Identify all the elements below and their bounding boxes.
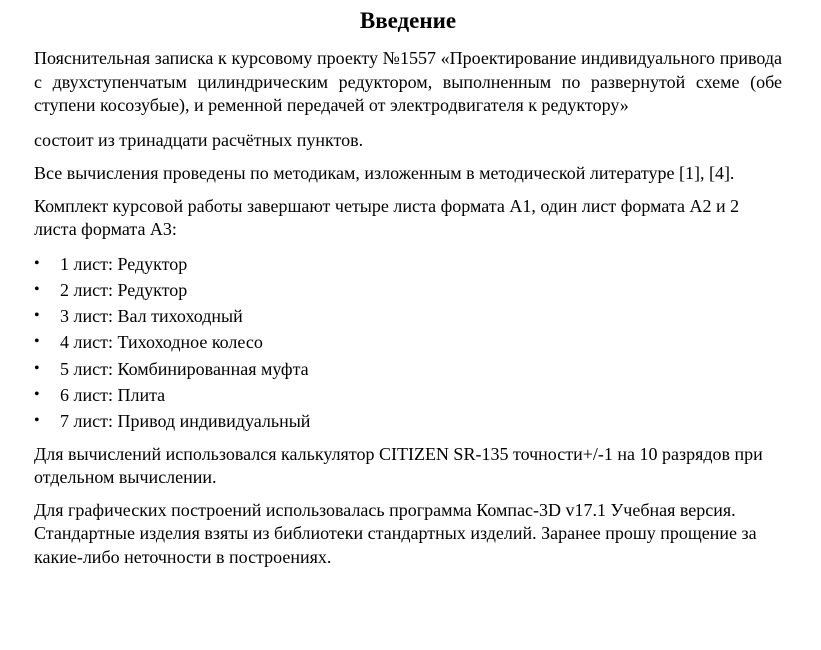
bullet-icon: • <box>34 333 40 351</box>
bullet-icon: • <box>34 359 40 377</box>
list-item-label: 7 лист: Привод индивидуальный <box>60 411 311 432</box>
list-item-label: 6 лист: Плита <box>60 384 166 405</box>
list-item <box>34 408 782 434</box>
list-item <box>34 251 782 277</box>
sheets-list <box>34 251 782 435</box>
list-item <box>34 277 782 303</box>
bullet-icon: • <box>34 412 40 430</box>
calculator-paragraph: Для вычислений использовался калькулятор CITIZEN SR-135 точности+/-1 на 10 разрядов при отдельном вычислении. <box>34 443 763 488</box>
intro-paragraph: Пояснительная записка к курсовому проекту №1557 «Проектирование индивидуального привода с двухступенчатым цилиндрическим редуктором, выполненным по развернутой схеме (обе ступени косозубые), и ременной передачей от электродвигателя к редуктору» <box>34 48 782 115</box>
list-item <box>34 303 782 329</box>
sheets-intro-paragraph: Комплект курсовой работы завершают четыре листа формата А1, один лист формата А2 и 2 листа формата А3: <box>34 195 740 239</box>
document-page <box>34 0 782 569</box>
bullet-icon: • <box>34 385 40 403</box>
bullet-icon: • <box>34 307 40 325</box>
list-item-label: 5 лист: Комбинированная муфта <box>60 358 309 379</box>
list-item-label: 3 лист: Вал тихоходный <box>60 306 243 327</box>
list-item <box>34 382 782 408</box>
list-item-label: 2 лист: Редуктор <box>60 279 188 300</box>
software-paragraph: Для графических построений использовалась программа Компас-3D v17.1 Учебная версия. Стандартные изделия взяты из библиотеки стандартных изделий. Заранее прошу прощение за какие-либо неточности в построениях. <box>34 499 757 567</box>
list-item <box>34 329 782 355</box>
list-item <box>34 356 782 382</box>
calc-points-paragraph: состоит из тринадцати расчётных пунктов. <box>34 129 364 150</box>
list-item-label: 4 лист: Тихоходное колесо <box>60 332 263 353</box>
bullet-icon: • <box>34 280 40 298</box>
document-title: Введение <box>359 8 457 33</box>
list-item-label: 1 лист: Редуктор <box>60 253 188 274</box>
bullet-icon: • <box>34 254 40 272</box>
methods-paragraph: Все вычисления проведены по методикам, изложенным в методической литературе [1], [4]. <box>34 163 735 183</box>
